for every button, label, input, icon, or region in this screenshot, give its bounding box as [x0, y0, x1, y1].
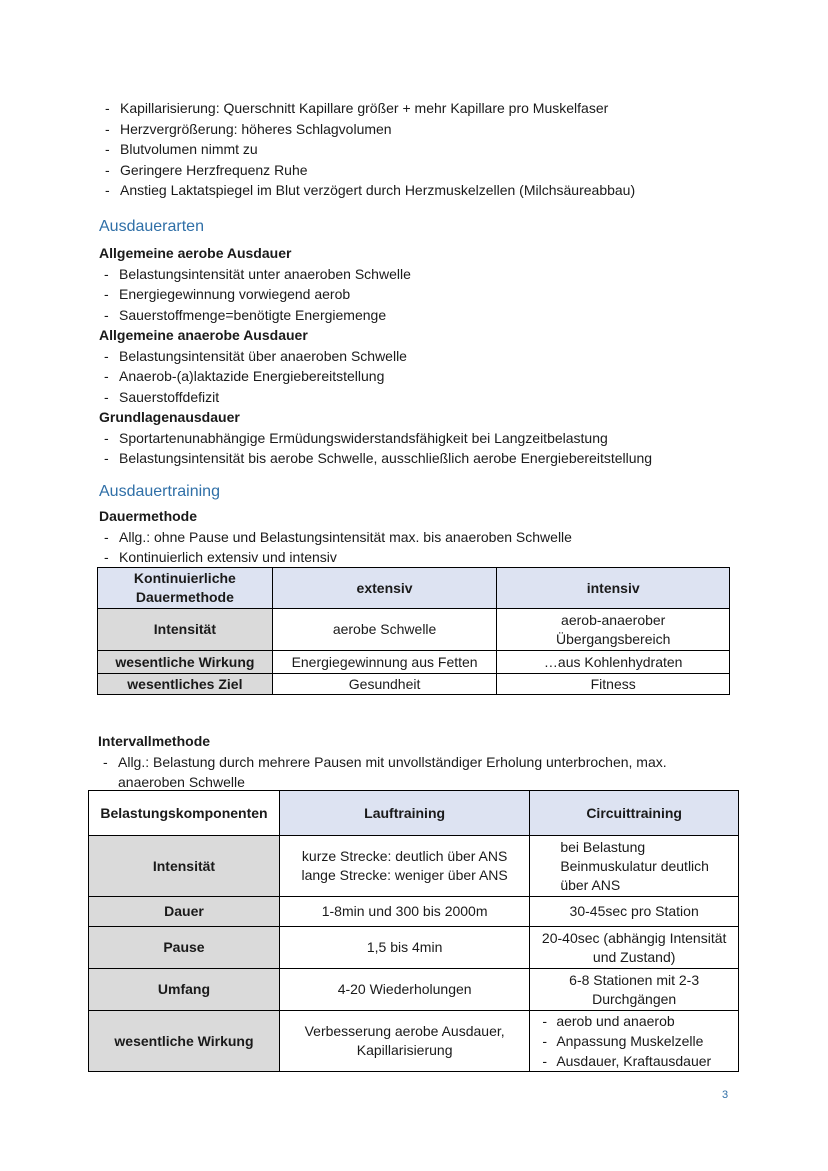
row-header: wesentliche Wirkung	[89, 1011, 280, 1072]
table-row	[98, 674, 730, 695]
table-row	[98, 609, 730, 651]
list-item: - Kontinuierlich extensiv und intensiv	[99, 547, 759, 568]
table-corner-header: Belastungskomponenten	[89, 791, 280, 836]
list-item: - Geringere Herzfrequenz Ruhe	[100, 160, 760, 181]
row-header: Pause	[89, 927, 280, 969]
column-header: Circuittraining	[530, 791, 739, 836]
list-item: - Anpassung Muskelzelle	[536, 1031, 732, 1051]
section-heading: Ausdauertraining	[99, 483, 220, 500]
column-header: intensiv	[497, 568, 730, 609]
table-row	[89, 969, 739, 1011]
table-cell: 1-8min und 300 bis 2000m	[279, 897, 529, 927]
table-cell: 6-8 Stationen mit 2-3 Durchgängen	[530, 969, 739, 1011]
table-cell: 4-20 Wiederholungen	[279, 969, 529, 1011]
subheading: Grundlagenausdauer	[99, 409, 240, 425]
table-cell: Gesundheit	[272, 674, 497, 695]
list-item: - Anaerob-(a)laktazide Energiebereitstellung	[99, 366, 759, 387]
table-cell: Fitness	[497, 674, 730, 695]
table-cell: 20-40sec (abhängig Intensität und Zustand)	[530, 927, 739, 969]
table-cell: 30-45sec pro Station	[530, 897, 739, 927]
table-header-row	[98, 568, 730, 609]
table-row	[89, 927, 739, 969]
subheading: Allgemeine anaerobe Ausdauer	[99, 327, 308, 343]
table-cell: 1,5 bis 4min	[279, 927, 529, 969]
list-item: - Belastungsintensität unter anaeroben Schwelle	[99, 264, 759, 285]
list-item: - Allg.: ohne Pause und Belastungsintensität max. bis anaeroben Schwelle	[99, 527, 759, 548]
row-header: wesentliches Ziel	[98, 674, 273, 695]
subheading: Intervallmethode	[98, 733, 211, 749]
list-item: - Sauerstoffmenge=benötigte Energiemenge	[99, 305, 759, 326]
table-cell: aerob-anaerober Übergangsbereich	[497, 609, 730, 651]
column-header: Lauftraining	[279, 791, 529, 836]
list-item: - Allg.: Belastung durch mehrere Pausen mit unvollständiger Erholung unterbrochen, max. anaeroben Schwelle	[98, 752, 758, 793]
list-item: - Ausdauer, Kraftausdauer	[536, 1051, 732, 1071]
table-cell: aerobe Schwelle	[272, 609, 497, 651]
bullet-list	[99, 527, 759, 568]
list-item: - Herzvergrößerung: höheres Schlagvolumen	[100, 119, 760, 140]
list-item: - aerob und anaerob	[536, 1011, 732, 1031]
table-header-row	[89, 791, 739, 836]
cell-line: lange Strecke: weniger über ANS	[301, 867, 508, 883]
cell-line: kurze Strecke: deutlich über ANS	[301, 848, 508, 864]
list-item: - Sauerstoffdefizit	[99, 387, 759, 408]
table-row	[89, 1011, 739, 1072]
table-cell: Energiegewinnung aus Fetten	[272, 651, 497, 674]
table-cell: bei Belastung Beinmuskulatur deutlich über ANS	[530, 836, 739, 897]
table-cell	[279, 836, 529, 897]
subheading: Allgemeine aerobe Ausdauer	[99, 245, 292, 261]
section-ausdauerarten	[99, 216, 759, 469]
section-heading: Ausdauerarten	[99, 218, 204, 235]
intervallmethode-table	[88, 790, 739, 1072]
table-cell: …aus Kohlenhydraten	[497, 651, 730, 674]
subheading: Dauermethode	[99, 508, 198, 524]
table-corner-header: Kontinuierliche Dauermethode	[98, 568, 273, 609]
list-item: - Belastungsintensität über anaeroben Schwelle	[99, 346, 759, 367]
bullet-list	[98, 752, 758, 793]
page-number: 3	[722, 1089, 729, 1101]
section-ausdauertraining	[99, 481, 759, 568]
row-header: wesentliche Wirkung	[98, 651, 273, 674]
column-header: extensiv	[272, 568, 497, 609]
list-item: - Anstieg Laktatspiegel im Blut verzögert durch Herzmuskelzellen (Milchsäureabbau)	[100, 180, 760, 201]
list-item: - Energiegewinnung vorwiegend aerob	[99, 284, 759, 305]
row-header: Intensität	[89, 836, 280, 897]
section-intervallmethode	[98, 731, 758, 793]
table-row	[98, 651, 730, 674]
list-item: - Kapillarisierung: Querschnitt Kapillare größer + mehr Kapillare pro Muskelfaser	[100, 98, 760, 119]
table-row	[89, 836, 739, 897]
dauermethode-table	[97, 567, 730, 695]
list-item: - Belastungsintensität bis aerobe Schwelle, ausschließlich aerobe Energiebereitstellung	[99, 448, 759, 469]
list-item: - Sportartenunabhängige Ermüdungswiderstandsfähigkeit bei Langzeitbelastung	[99, 428, 759, 449]
row-header: Dauer	[89, 897, 280, 927]
cell-bullet-list	[536, 1011, 732, 1071]
table-cell	[530, 1011, 739, 1072]
table-row	[89, 897, 739, 927]
table-cell: Verbesserung aerobe Ausdauer, Kapillarisierung	[279, 1011, 529, 1072]
bullet-list	[99, 428, 759, 469]
adaptations-list	[100, 98, 760, 201]
bullet-list	[99, 264, 759, 326]
row-header: Intensität	[98, 609, 273, 651]
row-header: Umfang	[89, 969, 280, 1011]
list-item: - Blutvolumen nimmt zu	[100, 139, 760, 160]
bullet-list	[99, 346, 759, 408]
